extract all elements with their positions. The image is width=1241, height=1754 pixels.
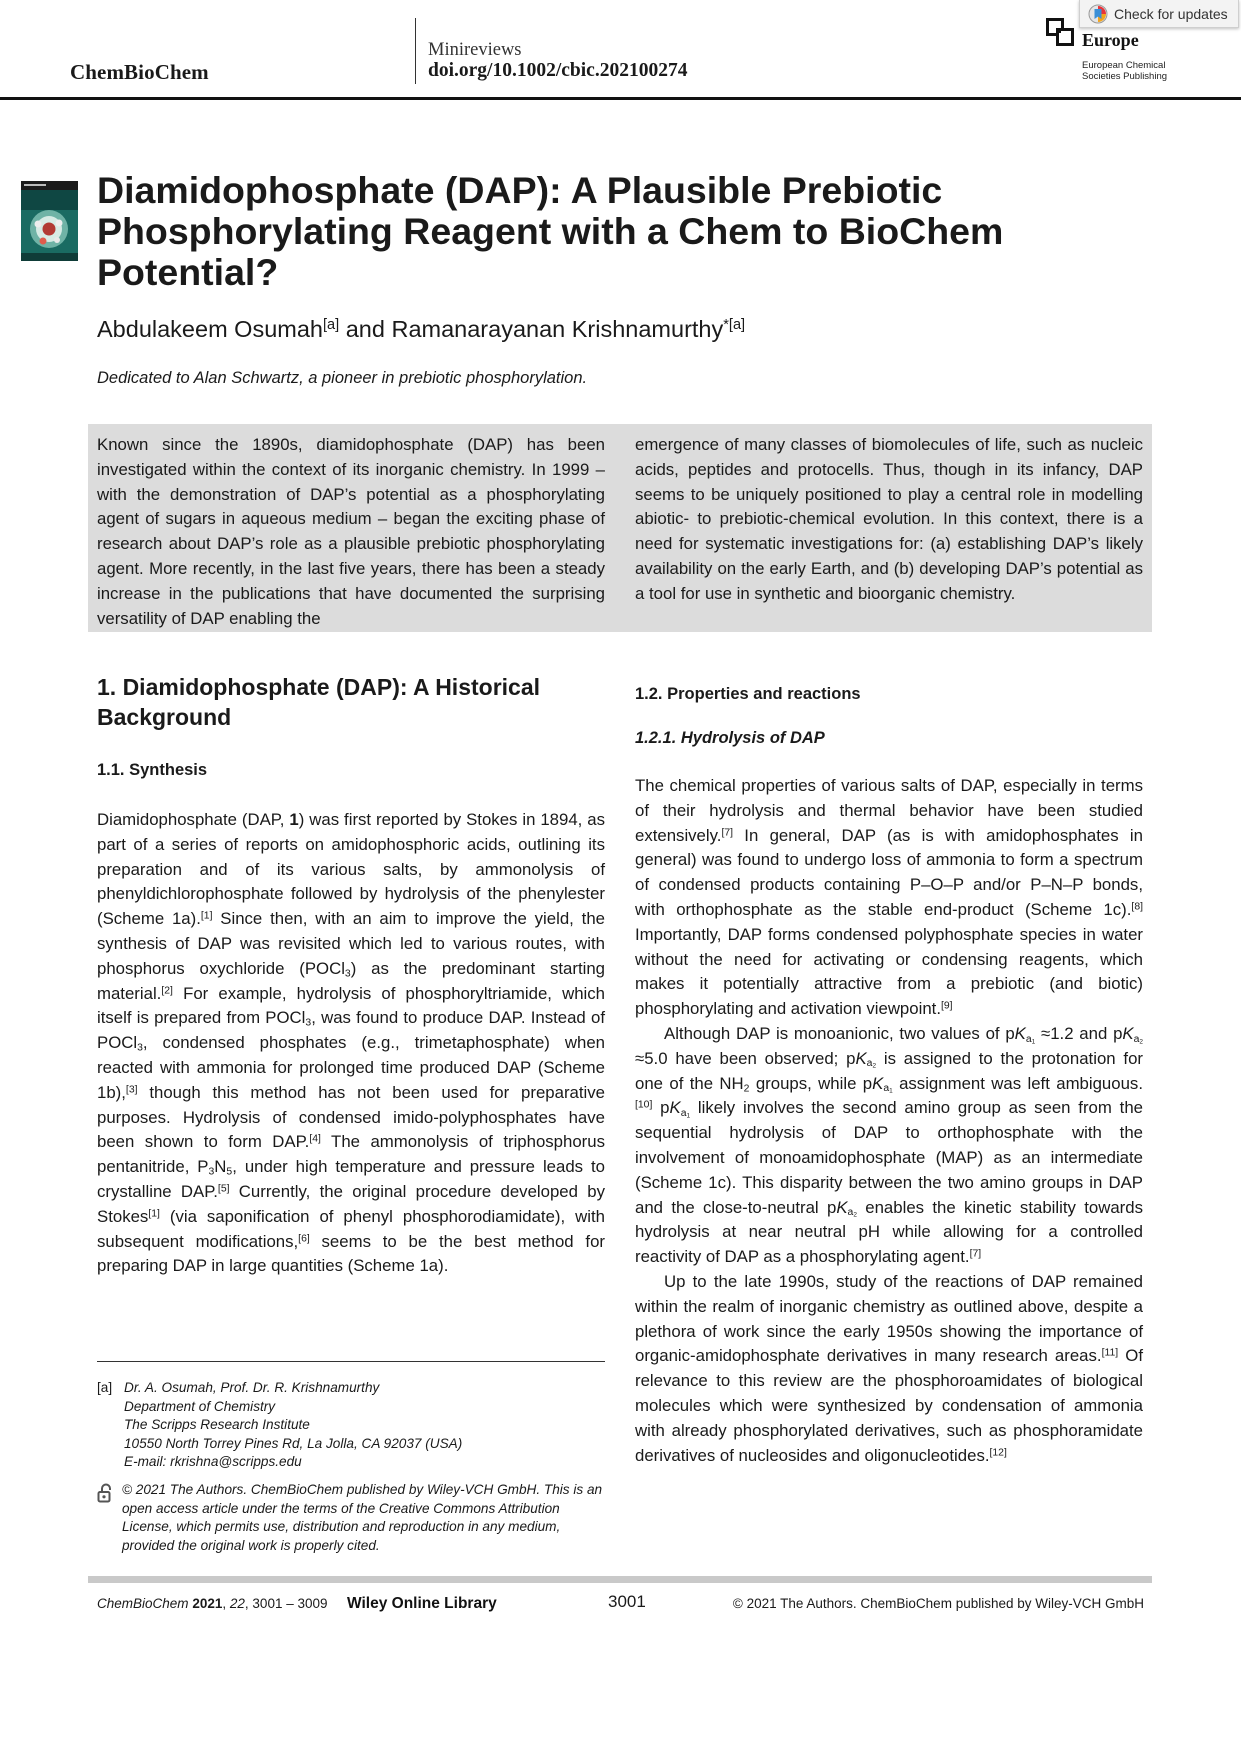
citation-ref[interactable]: [7] [721, 826, 734, 838]
article-title: Diamidophosphate (DAP): A Plausible Prebiotic Phosphorylating Reagent with a Chem to BioChem Potential? [97, 169, 1004, 293]
hydrolysis-paragraph-3: Up to the late 1990s, study of the reactions of DAP remained within the realm of inorganic chemistry as outlined above, despite a plethora of work since the early 1950s showing the importance of organic-amidophosphate derivatives in many research areas.[11] Of relevance to this review are the phosphoroamidates of biological molecules which were synthesized by condensation of ammonia with already phosphorylated derivatives, such as phosphoramidate derivatives of nucleosides and oligonucleotides.[12] [635, 1271, 1143, 1465]
header-rule [0, 97, 1241, 100]
affiliation-authors: Dr. A. Osumah, Prof. Dr. R. Krishnamurthy [124, 1380, 380, 1395]
right-column [635, 672, 1143, 1468]
header-divider [415, 18, 416, 84]
citation-ref[interactable]: [12] [989, 1446, 1007, 1458]
logo-subtitle: European Chemical Societies Publishing [1082, 60, 1168, 82]
wiley-online-library-link[interactable]: Wiley Online Library [347, 1595, 497, 1612]
footer-citation: ChemBioChem 2021, 22, 3001 – 3009 [97, 1596, 328, 1611]
section-1-2-heading: 1.2. Properties and reactions [635, 685, 861, 703]
affiliation-institute: The Scripps Research Institute [124, 1417, 310, 1433]
affiliation-marker: [a] [97, 1380, 113, 1395]
citation-ref[interactable]: [11] [1101, 1347, 1119, 1359]
author-2[interactable]: Ramanarayanan Krishnamurthy [391, 316, 724, 342]
footer-copyright: © 2021 The Authors. ChemBioChem published by Wiley-VCH GmbH [732, 1596, 1144, 1611]
footer-bar [88, 1576, 1152, 1583]
citation-ref[interactable]: [5] [217, 1183, 230, 1195]
doi-link[interactable]: doi.org/10.1002/cbic.202100274 [428, 60, 688, 81]
citation-ref[interactable]: [10] [635, 1099, 653, 1111]
article-type: Minireviews [428, 40, 522, 60]
affiliation-address: 10550 North Torrey Pines Rd, La Jolla, CA 92037 (USA) [124, 1435, 463, 1451]
license-text: © 2021 The Authors. ChemBioChem published by Wiley-VCH GmbH. This is an open access article under the terms of the Creative Commons Attribution License, which permits use, distribution and reproduction in any medium, provided the original work is properly cited. [122, 1482, 603, 1553]
authors [97, 316, 745, 343]
citation-ref[interactable]: [6] [298, 1232, 310, 1244]
section-1-heading: 1. Diamidophosphate (DAP): A Historical Background [97, 674, 541, 730]
logo-wordmark: Europe [1082, 30, 1139, 50]
abstract-right-column: emergence of many classes of biomolecules of life, such as nucleic acids, peptides and protocells. Thus, though in its infancy, DAP seems to be uniquely positioned to play a central role in modelling abiotic- to prebiotic-chemical evolution. In this context, there is a need for systematic investigations for: (a) establishing DAP’s likely availability on the early Earth, and (b) developing DAP’s potential as a tool for use in synthetic and bioorganic chemistry. [635, 435, 1143, 603]
citation-ref[interactable]: [7] [969, 1248, 982, 1260]
check-updates-label: Check for updates [1114, 5, 1228, 22]
hydrolysis-paragraph-2: Although DAP is monoanionic, two values of $pK_{a_1} \approx 1.2$ and $pK_{a_2} \approx 5.0$ have been observed; $pK_{a_2}$ is assigned to the protonation for one of the $NH_2$ groups, while $pK_{a_1}$ assignment was left ambiguous.[10] $pK_{a_1}$ likely involves the second amino group as seen from the sequential hydrolysis of DAP to orthophosphate with the involvement of monoamidophosphate (MAP) as an intermediate (Scheme 1c). This disparity between the two amino groups in DAP and the close-to-neutral $pK_{a_2}$ enables the kinetic stability towards hydrolysis at near neutral pH while allowing for a controlled reactivity of DAP as a phosphorylating agent.[7] [635, 1023, 1143, 1267]
citation-ref[interactable]: [8] [1131, 901, 1143, 913]
open-access-lock-icon [97, 1483, 114, 1503]
author-2-affiliation: *[a] [723, 317, 746, 333]
citation-ref[interactable]: [3] [125, 1084, 138, 1096]
synthesis-paragraph: Diamidophosphate (DAP, 1) was first reported by Stokes in 1894, as part of a series of reports on amidophosphoric acids, outlining its preparation and of its various salts, by ammonolysis of phenyldichlorophosphate followed by hydrolysis of the phenylester (Scheme 1a).[1] Since then, with an aim to improve the yield, the synthesis of DAP was revisited which led to various routes, with phosphorus oxychloride (POCl$_3$) as the predominant starting material.[2] For example, hydrolysis of phosphoryltriamide, which itself is prepared from POCl$_3$, was found to produce DAP. Instead of POCl$_3$, condensed phosphates (e.g., trimetaphosphate) when reacted with ammonia for prolonged time produced DAP (Scheme 1b),[3] though this method has not been used for preparative purposes. Hydrolysis of condensed imido-polyphosphates have been shown to form DAP.[4] The ammonolysis of triphosphorus pentanitride, $P_3N_5$, under high temperature and pressure leads to crystalline DAP.[5] Currently, the original procedure developed by Stokes[1] (via saponification of phenyl phosphorodiamidate), with subsequent modifications,[6] seems to be the best method for preparing DAP in large quantities (Scheme 1a). [97, 810, 605, 1276]
dedication: Dedicated to Alan Schwartz, a pioneer in prebiotic phosphorylation. [97, 369, 588, 387]
citation-ref[interactable]: [2] [161, 984, 173, 996]
affiliation-email[interactable]: E-mail: rkrishna@scripps.edu [124, 1454, 302, 1470]
citation-ref[interactable]: [4] [309, 1133, 321, 1145]
journal-cover-thumbnail[interactable] [21, 181, 78, 261]
footnote-rule [97, 1361, 605, 1362]
citation-ref[interactable]: [9] [941, 1000, 953, 1012]
left-column [97, 672, 605, 1279]
author-1-affiliation: [a] [322, 317, 340, 333]
author-1[interactable]: Abdulakeem Osumah [97, 316, 323, 342]
citation-ref[interactable]: [1] [148, 1208, 160, 1220]
section-1-2-1-heading: 1.2.1. Hydrolysis of DAP [635, 729, 825, 747]
hydrolysis-paragraph-1: The chemical properties of various salts of DAP, especially in terms of their hydrolysis and thermal behavior have been studied extensively.[7] In general, DAP (as is with amidophosphates in general) was found to undergo loss of ammonia to form a spectrum of condensed products containing P–O–P and/or P–N–P bonds, with orthophosphate as the stable end-product (Scheme 1c).[8] Importantly, DAP forms condensed polyphosphate species in water without the need for activating or condensing reagents, which makes it potentially attractive from a prebiotic (and biotic) phosphorylating and activation viewpoint.[9] [635, 776, 1143, 1019]
citation-ref[interactable]: [1] [200, 910, 213, 922]
chemistry-europe-mark-icon [1046, 18, 1080, 52]
crossmark-icon [1088, 4, 1108, 24]
authors-conjunction: and [345, 316, 385, 342]
section-1-1-heading: 1.1. Synthesis [97, 761, 208, 779]
abstract [88, 424, 1152, 632]
abstract-left-column: Known since the 1890s, diamidophosphate (DAP) has been investigated within the context of its inorganic chemistry. In 1999 – with the demonstration of DAP’s potential as a phosphorylating agent of sugars in aqueous medium – began the exciting phase of research about DAP’s role as a plausible prebiotic phosphorylating agent. More recently, in the last five years, there has been a steady increase in the publications that have documented the surprising versatility of DAP enabling the [97, 435, 605, 628]
journal-name: ChemBioChem [70, 60, 209, 84]
check-for-updates-button[interactable] [1079, 0, 1239, 28]
page-number: 3001 [608, 1592, 646, 1611]
affiliation-department: Department of Chemistry [124, 1398, 276, 1414]
